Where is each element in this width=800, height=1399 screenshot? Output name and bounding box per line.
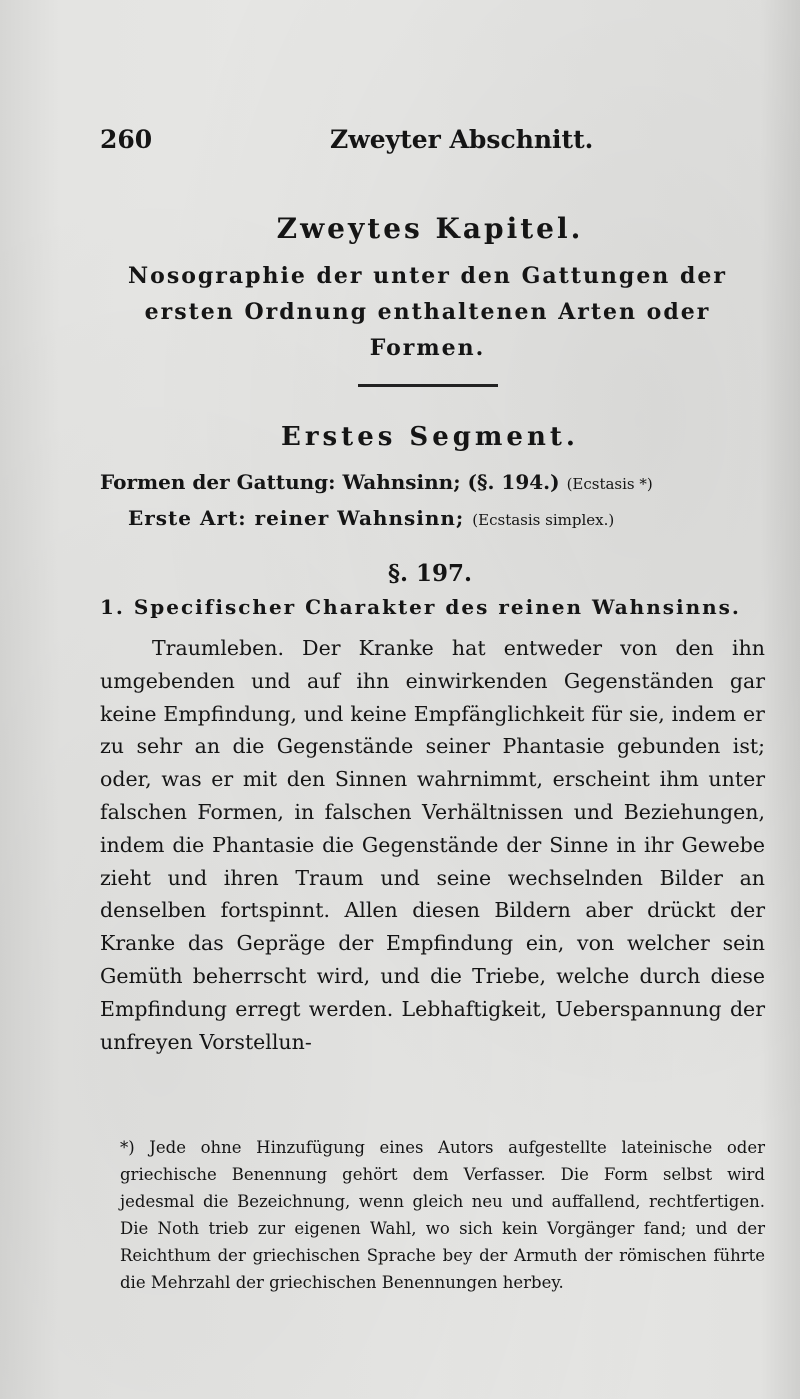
body-text: Traumleben. Der Kranke hat entweder von den ihn umgebenden und auf ihn einwirkenden Gegenständen gar keine Empfindung, und keine Empfänglichkeit für sie, indem er zu sehr an die Gegenstände seiner Phantasie gebunden ist; oder, was er mit den Sinnen wahrnimmt, erscheint ihm unter falschen Formen, in falschen Verhältnissen und Beziehungen, indem die Phantasie die Gegenstände der Sinne in ihr Gewebe zieht und ihren Traum und seine wechselnden Bilder an denselben fortspinnt. Allen diesen Bildern aber drückt der Kranke das Gepräge der Empfindung ein, von welcher sein Gemüth beherrscht wird, und die Triebe, welche durch diese Empfindung erregt werden. Lebhaftigkeit, Ueberspannung der unfreyen Vorstellun- [100,636,765,1054]
segment-title: Erstes Segment. [281,422,579,452]
art-line [128,506,798,530]
chapter-subtitle: Nosographie der unter den Gattungen der ersten Ordnung enthaltenen Arten oder Formen. [128,263,727,361]
footnote: *) Jede ohne Hinzufügung eines Autors aufgestellte lateinische oder griechische Benennung gehört dem Verfasser. Die Form selbst wird jedesmal die Bezeichnung, wenn gleich neu und auffallend, rechtfertigen. Die Noth trieb zur eigenen Wahl, wo sich kein Vorgänger fand; und der Reichthum der griechischen Sprache bey der Armuth der römischen führte die Mehrzahl der griechischen Benennungen herbey. [120,1138,765,1292]
page-header [100,125,760,165]
art-latin: (Ecstasis simplex.) [472,511,615,529]
body-paragraph [100,632,765,1058]
forms-latin: (Ecstasis *) [566,475,653,493]
section-number: §. 197. [387,560,473,587]
divider-rule [358,384,498,387]
forms-text: Formen der Gattung: Wahnsinn; (§. 194.) [100,470,560,494]
art-text: Erste Art: reiner Wahnsinn; [128,506,465,530]
section-heading: 1. Specifischer Charakter des reinen Wahnsinns. [100,595,741,619]
chapter-title: Zweytes Kapitel. [276,212,584,245]
forms-line [100,470,770,494]
page-number: 260 [100,125,153,154]
running-head: Zweyter Abschnitt. [330,125,594,154]
